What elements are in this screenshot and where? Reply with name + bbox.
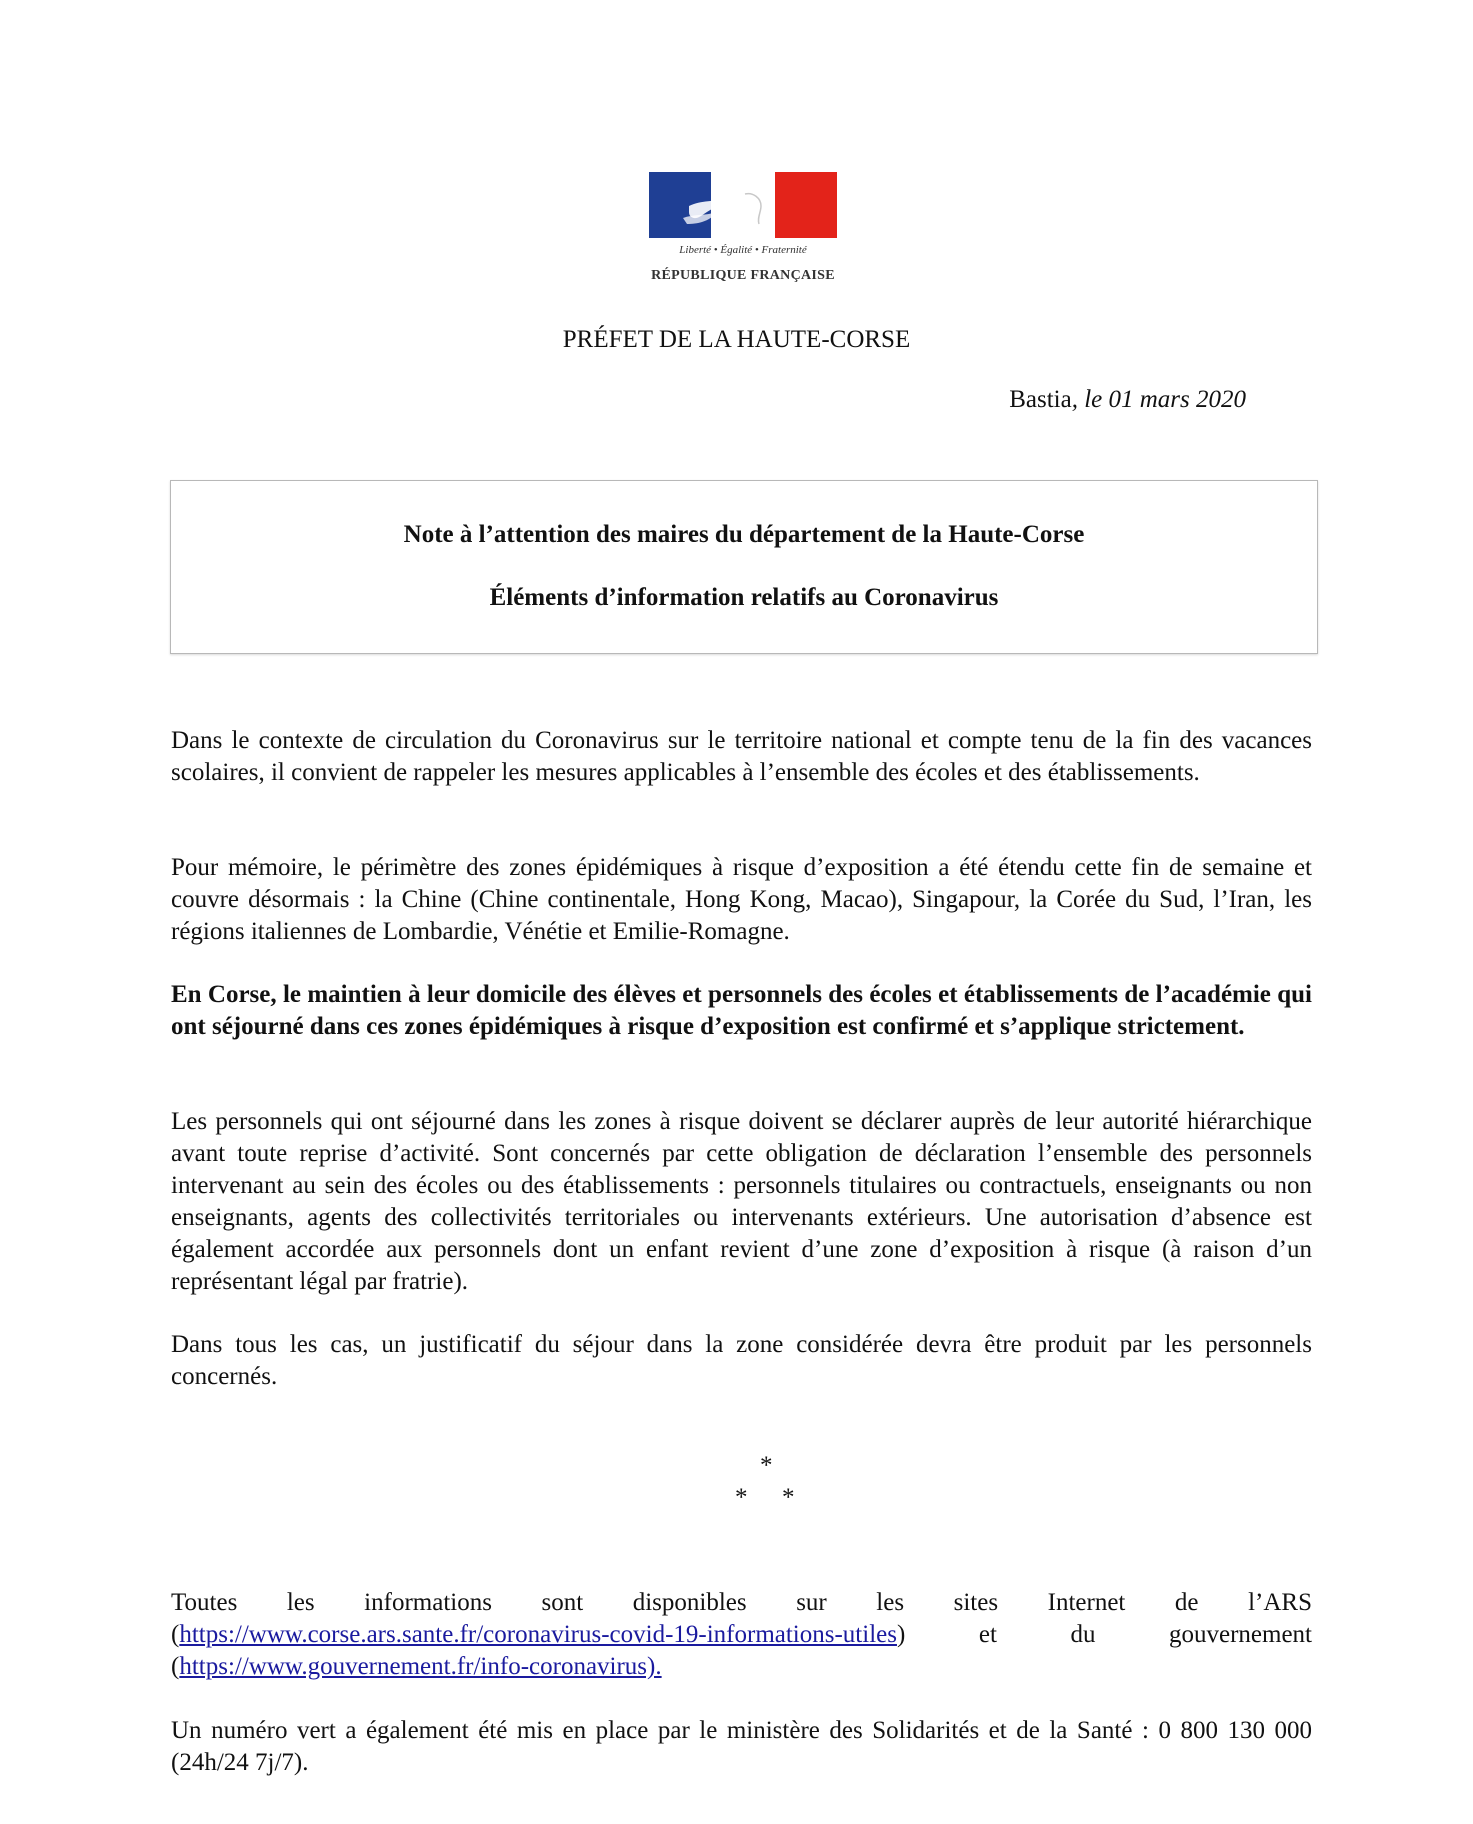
separator-asterisk: * (760, 1452, 773, 1479)
place-date (1009, 386, 1246, 414)
separator-asterisk: * (782, 1484, 795, 1511)
paragraph-info-links (171, 1587, 1312, 1683)
paragraph-context: Dans le contexte de circulation du Coronavirus sur le territoire national et compte tenu de la fin des vacances scolaires, il convient de rappeler les mesures applicables à l’ensemble des écoles et des établissements. (171, 727, 1312, 786)
republic-motto: Liberté • Égalité • Fraternité (679, 244, 807, 256)
paragraph-zones: Pour mémoire, le périmètre des zones épidémiques à risque d’exposition a été étendu cette fin de semaine et couvre désormais : la Chine (Chine continentale, Hong Kong, Macao), Singapour, la Corée du Sud, l’Iran, les régions italiennes de Lombardie, Vénétie et Emilie-Romagne. (171, 854, 1312, 945)
place: Bastia (1009, 386, 1072, 413)
prefecture-title: PRÉFET DE LA HAUTE-CORSE (562, 326, 911, 353)
republique-francaise-logo (649, 172, 837, 288)
republic-name: RÉPUBLIQUE FRANÇAISE (651, 268, 835, 283)
title-box (170, 480, 1318, 654)
paragraph-justificatif: Dans tous les cas, un justificatif du séjour dans la zone considérée devra être produit par les personnels concernés. (171, 1331, 1312, 1390)
date: , le 01 mars 2020 (1071, 386, 1246, 413)
separator-asterisk: * (735, 1484, 748, 1511)
paragraph-numero-vert: Un numéro vert a également été mis en place par le ministère des Solidarités et de la Santé : 0 800 130 000 (24h/24 7j/7). (171, 1717, 1312, 1776)
info-text-start: Toutes les informations sont disponibles sur les sites Internet de l’ARS ( (171, 1589, 1312, 1648)
paragraph-corse-measure: En Corse, le maintien à leur domicile des élèves et personnels des écoles et établissements de l’académie qui ont séjourné dans ces zones épidémiques à risque d’exposition est confirmé et s’applique strictement. (171, 981, 1312, 1040)
gouvernement-link[interactable]: https://www.gouvernement.fr/info-coronavirus). (179, 1653, 662, 1680)
note-title: Note à l’attention des maires du département de la Haute-Corse (403, 521, 1085, 548)
info-text-middle: ) et du gouvernement ( (171, 1621, 1312, 1680)
ars-link[interactable]: https://www.corse.ars.sante.fr/coronavirus-covid-19-informations-utiles (179, 1621, 897, 1648)
paragraph-personnel: Les personnels qui ont séjourné dans les zones à risque doivent se déclarer auprès de leur autorité hiérarchique avant toute reprise d’activité. Sont concernés par cette obligation de déclaration l’ensemble des personnels intervenant au sein des écoles ou des établissements : personnels titulaires ou contractuels, enseignants ou non enseignants, agents des collectivités territoriales ou intervenants extérieurs. Une autorisation d’absence est également accordée aux personnels dont un enfant revient d’une zone d’exposition à risque (à raison d’un représentant légal par fratrie). (171, 1108, 1312, 1295)
marianne-flag-icon (649, 172, 837, 238)
note-subtitle: Éléments d’information relatifs au Coronavirus (489, 584, 999, 611)
